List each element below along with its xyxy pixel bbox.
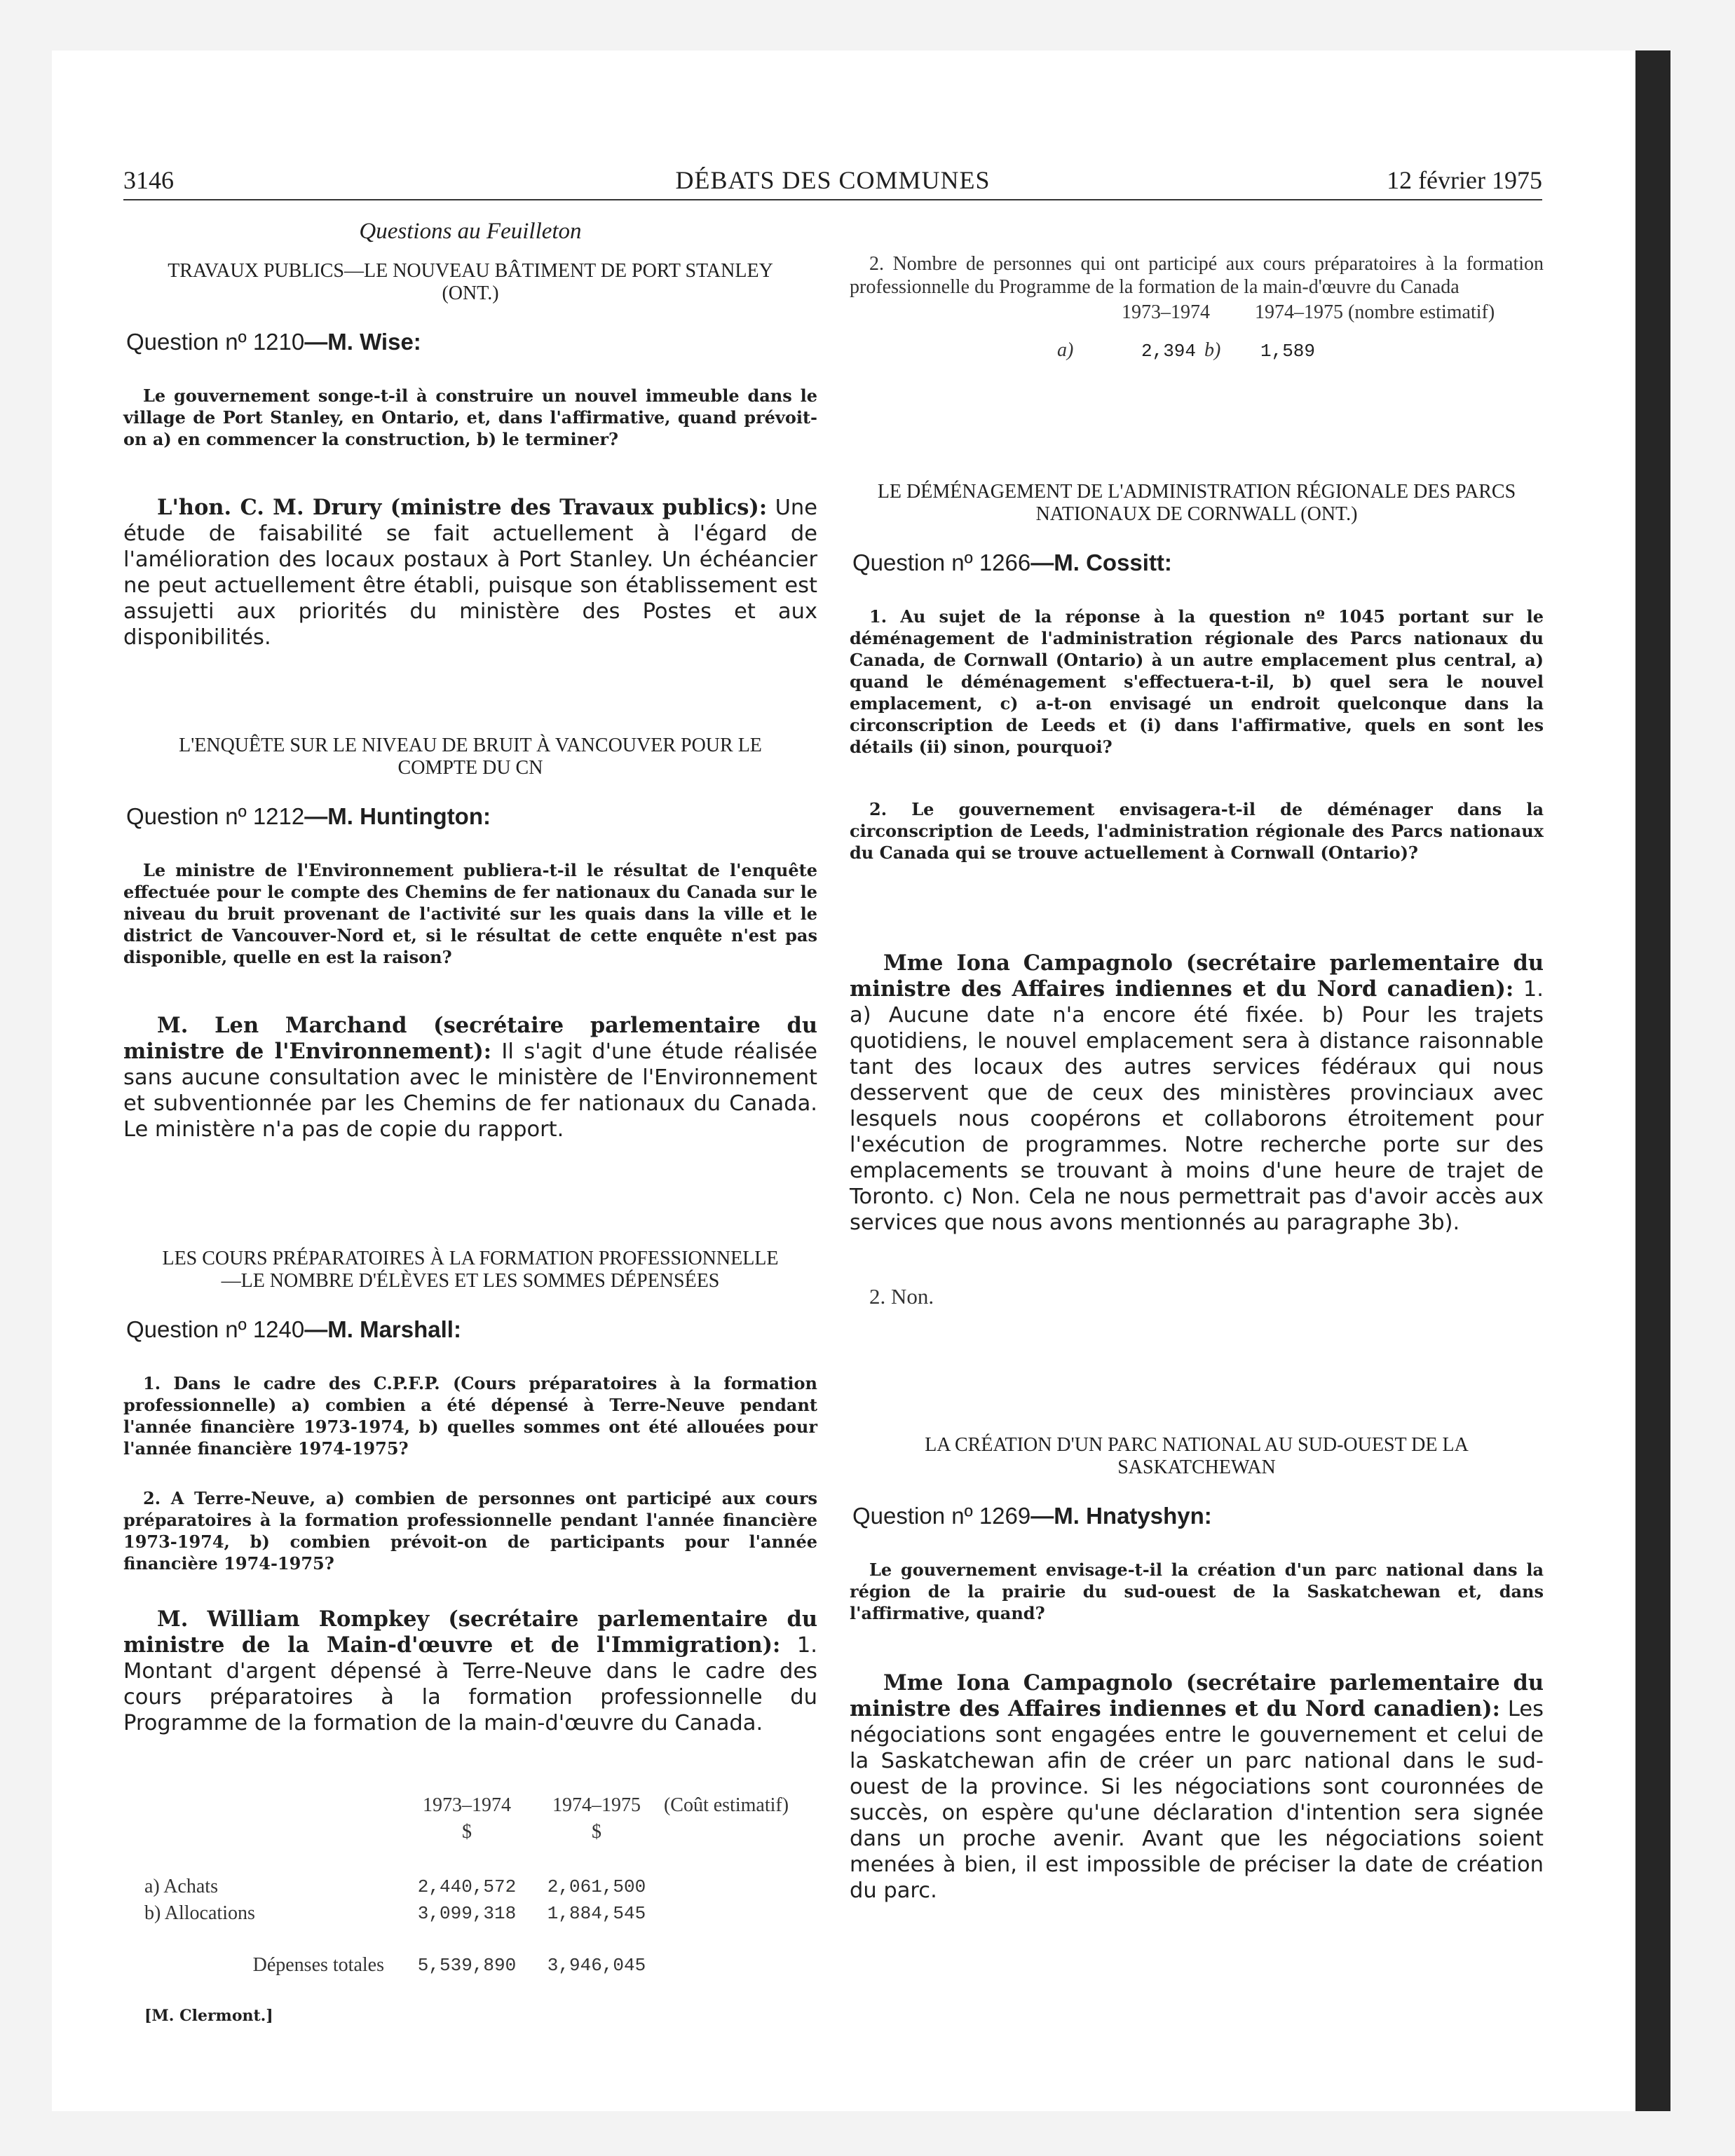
question-text: 1. Dans le cadre des C.P.F.P. (Cours préparatoires à la formation professionnelle) a) combien a été dépensé à Terre-Neuve pendant l'année financière 1973-1974, b) quelles sommes ont été allouées pour l'année financière 1974-1975? <box>123 1373 817 1459</box>
answer-text: 2. Non. <box>869 1284 934 1309</box>
question-heading: LE DÉMÉNAGEMENT DE L'ADMINISTRATION RÉGIONALE DES PARCS NATIONAUX DE CORNWALL (ONT.) <box>877 481 1516 525</box>
answer-text: 1. Montant d'argent dépensé à Terre-Neuve dans le cadre des cours préparatoires à la formation professionnelle du Programme de la formation de la main-d'œuvre du Canada. <box>123 1633 817 1735</box>
scan-edge <box>1635 50 1671 2111</box>
questioner: —M. Huntington: <box>304 803 491 829</box>
question-heading: LA CRÉATION D'UN PARC NATIONAL AU SUD-OUEST DE LA SASKATCHEWAN <box>925 1434 1469 1478</box>
answer-text: Il s'agit d'une étude réalisée sans aucune consultation avec le ministère de l'Environnement et subventionnée par les Chemins de fer nationaux du Canada. Le ministère n'a pas de copie du rapport. <box>123 1039 817 1142</box>
question-heading: L'ENQUÊTE SUR LE NIVEAU DE BRUIT À VANCOUVER POUR LE COMPTE DU CN <box>179 735 762 779</box>
page-header <box>123 163 1542 199</box>
answer-text: Les négociations sont engagées entre le gouvernement et celui de la Saskatchewan afin de créer un parc national dans le sud-ouest de la province. Si les négociations sont couronnées de succès, on espère qu'une déclaration d'intention sera signée dans un proche avenir. Avant que les négociations soient menées à bien, il est impossible de préciser la date de création du parc. <box>850 1697 1544 1903</box>
speaker: M. Len Marchand (secrétaire parlementaire du ministre de l'Environnement): <box>123 1013 817 1064</box>
question-number: Question nº 1266 <box>852 550 1031 575</box>
question-heading: TRAVAUX PUBLICS—LE NOUVEAU BÂTIMENT DE PORT STANLEY (ONT.) <box>168 260 773 304</box>
question-number: Question nº 1212 <box>126 803 305 829</box>
answer <box>850 950 1544 1236</box>
unit-label: $ <box>462 1821 472 1843</box>
column-header: 1974–1975 <box>552 1794 641 1816</box>
table-cell: 1,589 <box>1260 341 1316 362</box>
questioner: —M. Cossitt: <box>1030 550 1172 575</box>
question-text: Le gouvernement songe-t-il à construire un nouvel immeuble dans le village de Port Stanley, en Ontario, et, dans l'affirmative, quand prévoit-on a) en commencer la construction, b) le terminer? <box>123 386 817 449</box>
row-label: a) <box>1057 339 1074 361</box>
question-line <box>126 329 817 355</box>
answer <box>123 1606 817 1736</box>
table-row <box>144 1874 796 1900</box>
expense-table <box>144 1792 796 1979</box>
right-column <box>850 252 1544 1904</box>
table-cell: 5,539,890 <box>417 1955 517 1976</box>
table-total-row <box>144 1952 796 1979</box>
row-label: b) <box>1204 339 1221 361</box>
question-line <box>852 550 1544 576</box>
header-rule <box>123 199 1542 200</box>
question-line <box>852 1503 1544 1529</box>
row-label: b) Allocations <box>144 1902 255 1924</box>
table-cell: 1,884,545 <box>547 1903 646 1924</box>
left-column <box>123 210 817 2025</box>
publication-title: DÉBATS DES COMMUNES <box>675 166 991 194</box>
questioner: —M. Marshall: <box>304 1316 461 1342</box>
questioner: —M. Wise: <box>304 329 421 355</box>
participants-row <box>850 339 1544 362</box>
answer-text: Une étude de faisabilité se fait actuellement à l'égard de l'amélioration des locaux postaux à Port Stanley. Un échéancier ne peut actuellement être établi, puisque son établissement est assujetti aux priorités du ministère des Postes et aux disponibilités. <box>123 496 818 650</box>
table-cell: 2,394 <box>1141 341 1197 362</box>
speaker: Mme Iona Campagnolo (secrétaire parlementaire du ministre des Affaires indiennes et du Nord canadien): <box>850 950 1544 1002</box>
question-line <box>126 803 817 830</box>
question-number: Question nº 1210 <box>126 329 305 355</box>
answer <box>123 495 817 650</box>
column-header: 1973–1974 <box>423 1794 511 1816</box>
speaker: Mme Iona Campagnolo (secrétaire parlementaire du ministre des Affaires indiennes et du Nord canadien): <box>850 1670 1544 1721</box>
speaker-note: [M. Clermont.] <box>144 2007 273 2025</box>
question-heading: LES COURS PRÉPARATOIRES À LA FORMATION PROFESSIONNELLE—LE NOMBRE D'ÉLÈVES ET LES SOMMES DÉPENSÉES <box>162 1248 779 1292</box>
page-number: 3146 <box>123 166 174 194</box>
question-text: 2. A Terre-Neuve, a) combien de personnes ont participé aux cours préparatoires à la formation professionnelle pendant l'année financière 1973-1974, b) combien prévoit-on de participants pour l'année financière 1974-1975? <box>123 1488 817 1574</box>
answer <box>123 1013 817 1142</box>
column-header: 1974–1975 (nombre estimatif) <box>1255 301 1495 323</box>
continued-text: 2. Nombre de personnes qui ont participé aux cours préparatoires à la formation professionnelle du Programme de la formation de la main-d'œuvre du Canada <box>850 253 1544 298</box>
speaker: M. William Rompkey (secrétaire parlementaire du ministre de la Main-d'œuvre et de l'Immigration): <box>123 1606 817 1658</box>
answer-text: 1. a) Aucune date n'a encore été fixée. b) Pour les trajets quotidiens, le nouvel emplacement sera à distance raisonnable tant des locaux des autres services fédéraux qui nous desservent que de ceux des ministères provinciaux avec lesquels nous coopérons et collaborons étroitement pour l'exécution de programmes. Notre recherche porte sur des emplacements se trouvant à moins d'une heure de trajet de Toronto. c) Non. Cela ne nous permettrait pas d'avoir accès aux services que nous avons mentionnés au paragraphe 3b). <box>850 977 1544 1235</box>
question-number: Question nº 1269 <box>852 1503 1031 1529</box>
question-text: 2. Le gouvernement envisagera-t-il de déménager dans la circonscription de Leeds, l'administration régionale des Parcs nationaux du Canada qui se trouve actuellement à Cornwall (Ontario)? <box>850 799 1544 863</box>
row-label: a) Achats <box>144 1876 218 1897</box>
publication-date: 12 février 1975 <box>1387 166 1542 194</box>
column-header: (Coût estimatif) <box>663 1794 789 1816</box>
question-number: Question nº 1240 <box>126 1316 305 1342</box>
table-row <box>144 1900 796 1927</box>
question-text: Le ministre de l'Environnement publiera-t-il le résultat de l'enquête effectuée pour le compte des Chemins de fer nationaux du Canada sur le niveau du bruit provenant de l'activité sur les quais dans la ville et le district de Vancouver-Nord et, si le résultat de cette enquête n'est pas disponible, quelle en est la raison? <box>123 860 817 967</box>
answer <box>850 1670 1544 1904</box>
section-title: Questions au Feuilleton <box>359 219 582 244</box>
unit-label: $ <box>592 1821 601 1843</box>
table-header-row <box>850 301 1544 324</box>
table-cell: 3,946,045 <box>547 1955 646 1976</box>
speaker: L'hon. C. M. Drury (ministre des Travaux publics): <box>157 495 768 520</box>
total-label: Dépenses totales <box>252 1954 384 1976</box>
question-text: 1. Au sujet de la réponse à la question nº 1045 portant sur le déménagement de l'administration régionale des Parcs nationaux du Canada, de Cornwall (Ontario) à un autre emplacement plus central, a) quand le déménagement s'effectuera-t-il, b) quel sera le nouvel emplacement, c) a-t-on envisagé un endroit quelconque dans la circonscription de Leeds et (i) dans l'affirmative, quels en sont les détails (ii) sinon, pourquoi? <box>850 606 1544 757</box>
questioner: —M. Hnatyshyn: <box>1030 1503 1212 1529</box>
table-cell: 2,440,572 <box>417 1876 517 1897</box>
column-header: 1973–1974 <box>1122 301 1210 323</box>
table-cell: 2,061,500 <box>547 1876 646 1897</box>
question-text: Le gouvernement envisage-t-il la création d'un parc national dans la région de la prairie du sud-ouest de la Saskatchewan et, dans l'affirmative, quand? <box>850 1560 1544 1623</box>
table-cell: 3,099,318 <box>417 1903 517 1924</box>
question-line <box>126 1316 817 1343</box>
